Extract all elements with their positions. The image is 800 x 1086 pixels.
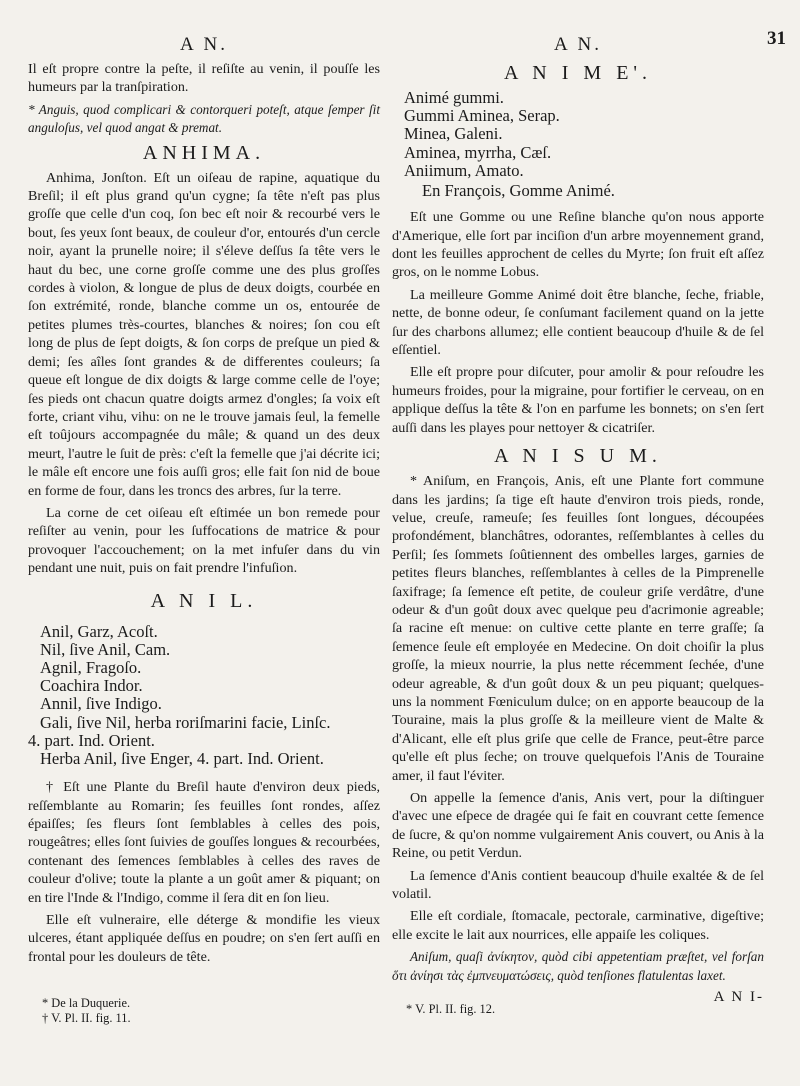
running-head-left: A N. xyxy=(180,34,228,55)
anime-synonym: Animé gummi. xyxy=(404,88,504,107)
anime-heading: A N I M E'. xyxy=(503,62,653,84)
anil-heading: A N I L. xyxy=(150,589,258,612)
anil-description: † Eſt une Plante du Breſil haute d'environ deux pieds, reſſemblante au Romarin; ſes feuilles ſont rondes, aſſez épaiſſes; ſes fleurs ſont ſemblables à celles des pois, rougeâtres; elles ſont ſuivies de gouſſes longues & recourbées, contenant des ſemences ſemblables à celles des raves de couleur d'olive; toute la plante a un goût amer & piquant; on en tire l'Inde & l'Indigo, comme il ſera dit en ſon lieu. xyxy=(28,779,380,906)
footnote: * V. Pl. II. fig. 12. xyxy=(406,1002,496,1017)
anime-synonym: Aminea, myrrha, Cæſ. xyxy=(404,142,552,162)
anisum-names: On appelle la ſemence d'anis, Anis vert, pour la diſtinguer d'avec une eſpece de dragée qui ſe fait en couvrant cette ſemence de ſucre, & qu'on nomme vulgairement Anis couvert, ou Anis à la Reine, ou petit Verdun. xyxy=(392,790,764,862)
anime-synonym: Gummi Aminea, Serap. xyxy=(404,106,560,126)
running-head-right: A N. xyxy=(554,34,602,55)
anil-synonym: Anil, Garz, Acoſt. xyxy=(40,621,158,641)
anhima-uses: La corne de cet oiſeau eſt eſtimée un bon remede pour reſiſter au venin, pour les ſuffocations de matrice & pour provoquer l'accouchement; on la met infuſer dans du vin pendant une nuit, puis on fait prendre l'infuſion. xyxy=(28,504,380,577)
right-column xyxy=(392,30,764,1017)
page-number: 31 xyxy=(767,28,786,49)
anil-synonym: Agnil, Fragoſo. xyxy=(40,657,142,677)
anil-synonym: Nil, ſive Anil, Cam. xyxy=(40,639,171,659)
left-column xyxy=(28,30,380,1025)
anime-quality: La meilleure Gomme Animé doit être blanche, ſeche, friable, nette, de bonne odeur, ſe conſumant facilement quand on la jette ſur des charbons allumez; elle contient beaucoup d'huile & de ſel eſſentiel. xyxy=(392,286,764,359)
anhima-description: Anhima, Jonſton. Eſt un oiſeau de rapine, aquatique du Breſil; il eſt plus grand qu'un cygne; ſa tête n'eſt pas plus groſſe que celle d'un coq, ſon bec eſt noir & recourbé vers le bout, ſes yeux ſont beaux, de couleur d'or, entourés d'un cercle noir, ayant la prunelle noire; il s'éleve deſſus ſa tête vers le haut du bec, une corne groſſe comme une des plus groſſes cordes à violon, & longue de plus de deux doigts, courbée en ſon extrémité, ronde, blanche comme un os, entourée de petites plumes très-courtes, blanches & noires; ſon cou eſt long de plus de ſept doigts, & ſon corps de preſque un pied & demi; ſes aîles ſont grandes & de differentes couleurs; ſa queue eſt longue de dix doigts & large comme celle de l'oye; ſes pieds ont chacun quatre doigts armez d'ongles; ſa voix eſt forte, criant vihu, vihu: on ne le trouve jamais ſeul, la femelle eſt toûjours accompagnée du mâle; & quand un des deux meurt, l'autre le ſuit de près: c'eſt la femelle que j'ai décrite ici; le mâle eſt encore une fois auſſi gros; elle fait ſon nid de boue en forme de four, dans les troncs des arbres, ſur la terre. xyxy=(28,169,380,499)
footnote: * De la Duquerie. xyxy=(42,996,131,1011)
catchword: A N I- xyxy=(713,989,764,1006)
anil-synonym: Coachira Indor. xyxy=(40,676,143,696)
anil-synonym: Herba Anil, ſive Enger, 4. part. Ind. Orient. xyxy=(40,748,324,768)
anguis-text: Il eſt propre contre la peſte, il reſiſte au venin, il pouſſe les humeurs par la tranſpiration. xyxy=(28,61,380,96)
anil-synonym-continuation: 4. part. Ind. Orient. xyxy=(28,730,155,750)
anime-uses: Elle eſt propre pour diſcuter, pour amolir & pour reſoudre les humeurs froides, pour la migraine, pour fortifier le cerveau, on en applique deſſus la tête & l'on en parfume les bonnets; on s'en ſert auſſi dans les playes pour nettoyer & cicatriſer. xyxy=(392,364,764,436)
anil-synonym: Gali, ſive Nil, herba roriſmarini facie, Linſc. xyxy=(40,712,331,732)
footnote: † V. Pl. II. fig. 11. xyxy=(42,1010,131,1025)
anisum-heading: A N I S U M. xyxy=(494,445,662,468)
anime-synonym: Aniimum, Amato. xyxy=(404,160,524,180)
anhima-heading: ANHIMA. xyxy=(142,141,266,164)
anil-synonym: Annil, ſive Indigo. xyxy=(40,694,162,714)
anil-uses: Elle eſt vulneraire, elle déterge & mondifie les vieux ulceres, étant appliquée deſſus en poudre; on s'en ſert auſſi en frontal pour les douleurs de tête. xyxy=(28,912,380,965)
anisum-note: Aniſum, quaſi ἀνίκητον, quòd cibi appetentiam præſtet, vel forſan ὅτι ἀνίησι τὰς ἐμπνευματώσεις, quòd tenſiones flatulentas laxet. xyxy=(392,949,764,983)
anisum-description: * Aniſum, en François, Anis, eſt une Plante fort commune dans les jardins; ſa tige eſt haute d'environ trois pieds, ronde, velue, creuſe, rameuſe; ſes feuilles ſont longues, découpées profondément, blanchâtres, odorantes, reſſemblantes à celles du Perſil; ſes ſommets ſoûtiennent des ombelles larges, garnies de petites fleurs blanches, reſſemblantes à celles de la Pimprenelle ſaxifrage; ſa ſemence eſt petite, de couleur griſe verdâtre, d'une odeur & d'un goût doux avec quelque peu d'acrimonie agreable; ſa racine eſt menue: on cultive cette plante en terre graſſe; ſa ſemence ſeule eſt employée en Medecine. On doit choiſir la plus groſſe, la mieux nourrie, la plus nette récemment ſechée, d'une odeur agreable, & d'un goût doux & un peu piquant; quelques-uns la nomment Fœniculum dulce; on en apporte beaucoup de la Touraine, mais la plus groſſe & la meilleure vient de Malte & d'Alicant, elle eſt plus griſe que celle de France, peut-être parce qu'elle eſt plus ſeche; on trouve quelquefois l'Anis de Touraine amer, il faut l'éviter. xyxy=(392,473,764,784)
anime-synonym: Minea, Galeni. xyxy=(404,124,503,144)
anisum-uses: Elle eſt cordiale, ſtomacale, pectorale, carminative, digeſtive; elle excite le lait aux nourrices, elle appaiſe les coliques. xyxy=(392,908,764,943)
anime-french-name: En François, Gomme Animé. xyxy=(422,181,615,201)
anisum-composition: La ſemence d'Anis contient beaucoup d'huile exaltée & de ſel volatil. xyxy=(392,867,764,903)
anime-description: Eſt une Gomme ou une Reſine blanche qu'on nous apporte d'Amerique, elle ſort par inciſion d'un arbre moyennement grand, dont les feuilles approchent de celles du Myrte; ſon fruit eſt aſſez gros, on le nomme Lobus. xyxy=(392,209,764,281)
anguis-note: * Anguis, quod complicari & contorqueri poteſt, atque ſemper ſit anguloſus, vel quod angat & premat. xyxy=(28,101,380,136)
